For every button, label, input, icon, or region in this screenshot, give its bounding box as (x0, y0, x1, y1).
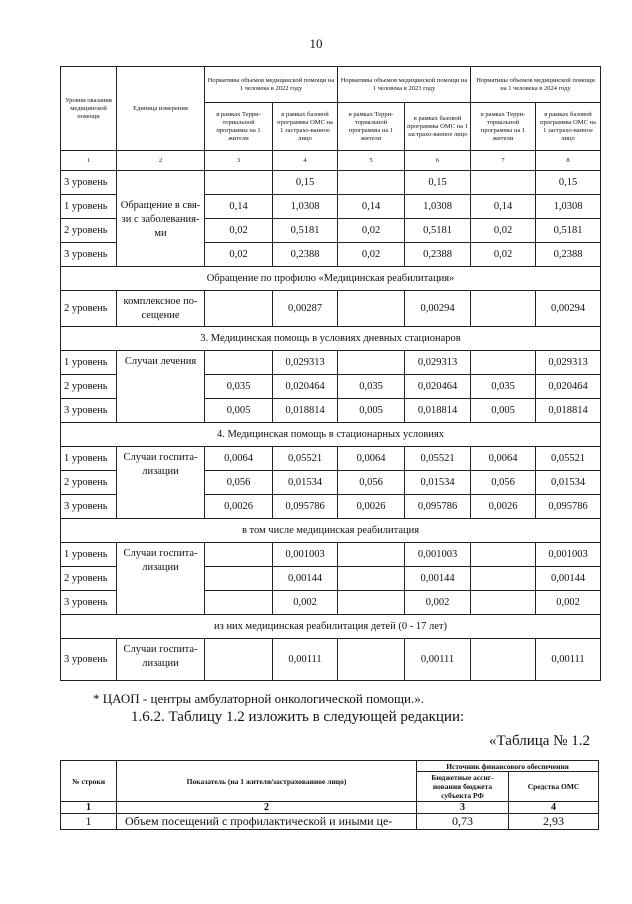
header-terr: в рамках Терри-ториальной программы на 1 жители (471, 103, 536, 151)
value-cell: 0,01534 (405, 471, 471, 495)
value-cell: 0,005 (471, 399, 536, 423)
level-cell: 1 уровень (61, 543, 117, 567)
level-cell: 3 уровень (61, 243, 117, 267)
value-cell: 0,018814 (273, 399, 338, 423)
value-cell (205, 543, 273, 567)
value-cell: 0,02 (471, 243, 536, 267)
value-cell: 0,002 (536, 591, 601, 615)
value-cell: 0,002 (273, 591, 338, 615)
value-cell (338, 171, 405, 195)
level-cell: 1 уровень (61, 351, 117, 375)
col-number: 3 (205, 151, 273, 171)
level-cell: 3 уровень (61, 591, 117, 615)
section-heading: из них медицинская реабилитация детей (0 - 17 лет) (61, 615, 601, 639)
value-cell: 0,029313 (536, 351, 601, 375)
value-cell: 0,035 (205, 375, 273, 399)
value-cell: 0,005 (205, 399, 273, 423)
value-cell (471, 351, 536, 375)
value-cell (471, 543, 536, 567)
value-cell (338, 351, 405, 375)
value-cell: 1,0308 (405, 195, 471, 219)
value-cell (338, 639, 405, 681)
value-cell (205, 639, 273, 681)
footnote: * ЦАОП - центры амбулаторной онкологической помощи.». (93, 691, 425, 706)
header-terr: в рамках Терри-ториальной программы на 1 жители (338, 103, 405, 151)
value-cell: 0,02 (205, 219, 273, 243)
value-cell: 0,5181 (405, 219, 471, 243)
header-oms-funds: Средства ОМС (509, 772, 599, 802)
value-cell: 0,035 (338, 375, 405, 399)
value-cell: 0,2388 (273, 243, 338, 267)
unit-cell: Случаи госпита-лизации (117, 639, 205, 681)
header-source: Источник финансового обеспечения (417, 761, 599, 772)
col-number: 7 (471, 151, 536, 171)
col-number: 4 (509, 802, 599, 814)
value-cell: 0,056 (471, 471, 536, 495)
value-cell: 0,029313 (273, 351, 338, 375)
col-number: 5 (338, 151, 405, 171)
value-cell: 1,0308 (273, 195, 338, 219)
value-cell: 0,056 (338, 471, 405, 495)
value-cell: 0,00294 (536, 291, 601, 327)
paragraph: 1.6.2. Таблицу 1.2 изложить в следующей редакции: (131, 709, 465, 725)
unit-cell: Случаи госпита-лизации (117, 447, 205, 519)
value-cell: 0,095786 (536, 495, 601, 519)
value-cell: 0,02 (205, 243, 273, 267)
level-cell: 3 уровень (61, 399, 117, 423)
level-cell: 2 уровень (61, 291, 117, 327)
value-cell: 0,15 (273, 171, 338, 195)
oms-value: 2,93 (509, 814, 599, 830)
level-cell: 3 уровень (61, 171, 117, 195)
level-cell: 1 уровень (61, 195, 117, 219)
value-cell (471, 591, 536, 615)
budget-value: 0,73 (417, 814, 509, 830)
row-number: 1 (61, 814, 117, 830)
value-cell (205, 351, 273, 375)
value-cell: 0,029313 (405, 351, 471, 375)
page-number: 10 (309, 36, 323, 51)
value-cell: 0,0026 (471, 495, 536, 519)
level-cell: 3 уровень (61, 639, 117, 681)
header-level: Уровни оказания медицинской помощи (61, 67, 117, 151)
value-cell: 0,00111 (536, 639, 601, 681)
unit-cell: Случаи лечения (117, 351, 205, 423)
col-number: 2 (117, 802, 417, 814)
level-cell: 2 уровень (61, 219, 117, 243)
value-cell: 0,02 (471, 219, 536, 243)
value-cell (205, 171, 273, 195)
value-cell: 1,0308 (536, 195, 601, 219)
unit-cell: Случаи госпита-лизации (117, 543, 205, 615)
table-1-2 (60, 760, 599, 830)
value-cell: 0,018814 (536, 399, 601, 423)
value-cell: 0,00111 (273, 639, 338, 681)
norms-table (60, 66, 601, 681)
value-cell (338, 291, 405, 327)
value-cell (471, 567, 536, 591)
value-cell: 0,14 (338, 195, 405, 219)
value-cell: 0,2388 (405, 243, 471, 267)
section-heading: 3. Медицинская помощь в условиях дневных стационаров (61, 327, 601, 351)
value-cell: 0,05521 (273, 447, 338, 471)
unit-cell: комплексное по-сещение (117, 291, 205, 327)
value-cell: 0,0064 (338, 447, 405, 471)
value-cell: 0,05521 (405, 447, 471, 471)
value-cell: 0,00287 (273, 291, 338, 327)
value-cell (205, 591, 273, 615)
value-cell: 0,020464 (405, 375, 471, 399)
value-cell (471, 291, 536, 327)
header-unit: Единица измерения (117, 67, 205, 151)
value-cell: 0,15 (405, 171, 471, 195)
header-2022: Нормативы объемов медицинской помощи на 1 человека в 2022 году (205, 67, 338, 103)
col-number: 4 (273, 151, 338, 171)
value-cell: 0,095786 (273, 495, 338, 519)
section-heading: Обращение по профилю «Медицинская реабилитация» (61, 267, 601, 291)
value-cell: 0,5181 (536, 219, 601, 243)
col-number: 1 (61, 151, 117, 171)
value-cell: 0,001003 (273, 543, 338, 567)
value-cell: 0,01534 (273, 471, 338, 495)
header-2023: Нормативы объемов медицинской помощи на 1 человека в 2023 году (338, 67, 471, 103)
header-2024: Нормативы объемов медицинской помощи на 1 человека в 2024 году (471, 67, 601, 103)
unit-cell: Обращение в свя-зи с заболевания-ми (117, 195, 205, 267)
value-cell: 0,01534 (536, 471, 601, 495)
header-oms: в рамках базовой программы ОМС на 1 застрахо-ванное лицо (536, 103, 601, 151)
section-heading: в том числе медицинская реабилитация (61, 519, 601, 543)
value-cell: 0,056 (205, 471, 273, 495)
value-cell: 0,5181 (273, 219, 338, 243)
header-oms: в рамках базовой программы ОМС на 1 застрахо-ванное лицо (273, 103, 338, 151)
value-cell: 0,02 (338, 219, 405, 243)
value-cell: 0,00144 (273, 567, 338, 591)
value-cell (205, 567, 273, 591)
value-cell: 0,0026 (338, 495, 405, 519)
value-cell: 0,0064 (471, 447, 536, 471)
value-cell: 0,002 (405, 591, 471, 615)
level-cell: 2 уровень (61, 567, 117, 591)
level-cell: 1 уровень (61, 447, 117, 471)
value-cell: 0,095786 (405, 495, 471, 519)
value-cell: 0,00294 (405, 291, 471, 327)
col-number: 8 (536, 151, 601, 171)
value-cell (471, 639, 536, 681)
value-cell (338, 543, 405, 567)
value-cell: 0,2388 (536, 243, 601, 267)
value-cell: 0,035 (471, 375, 536, 399)
level-cell: 2 уровень (61, 375, 117, 399)
value-cell (205, 291, 273, 327)
value-cell: 0,020464 (273, 375, 338, 399)
value-cell (338, 591, 405, 615)
value-cell: 0,00111 (405, 639, 471, 681)
col-number: 1 (61, 802, 117, 814)
header-indicator: Показатель (на 1 жителя/застрахованное лицо) (117, 761, 417, 802)
header-oms: в рамках базовой программы ОМС на 1 застрахо-ванное лицо (405, 103, 471, 151)
col-number: 3 (417, 802, 509, 814)
value-cell: 0,0064 (205, 447, 273, 471)
level-cell: 2 уровень (61, 471, 117, 495)
value-cell: 0,14 (471, 195, 536, 219)
value-cell: 0,14 (205, 195, 273, 219)
indicator-cell: Объем посещений с профилактической и иными це- (117, 814, 417, 830)
value-cell (338, 567, 405, 591)
table-title: «Таблица № 1.2 (489, 733, 590, 749)
level-cell: 3 уровень (61, 495, 117, 519)
header-budget: Бюджетные ассиг-нования бюджета субъекта РФ (417, 772, 509, 802)
value-cell: 0,0026 (205, 495, 273, 519)
value-cell: 0,02 (338, 243, 405, 267)
value-cell: 0,00144 (536, 567, 601, 591)
header-terr: в рамках Терри-ториальной программы на 1 жители (205, 103, 273, 151)
value-cell: 0,001003 (405, 543, 471, 567)
col-number: 2 (117, 151, 205, 171)
value-cell: 0,020464 (536, 375, 601, 399)
value-cell: 0,018814 (405, 399, 471, 423)
value-cell: 0,15 (536, 171, 601, 195)
value-cell: 0,001003 (536, 543, 601, 567)
value-cell: 0,05521 (536, 447, 601, 471)
section-heading: 4. Медицинская помощь в стационарных условиях (61, 423, 601, 447)
header-row-number: № строки (61, 761, 117, 802)
col-number: 6 (405, 151, 471, 171)
value-cell: 0,00144 (405, 567, 471, 591)
value-cell: 0,005 (338, 399, 405, 423)
value-cell (471, 171, 536, 195)
